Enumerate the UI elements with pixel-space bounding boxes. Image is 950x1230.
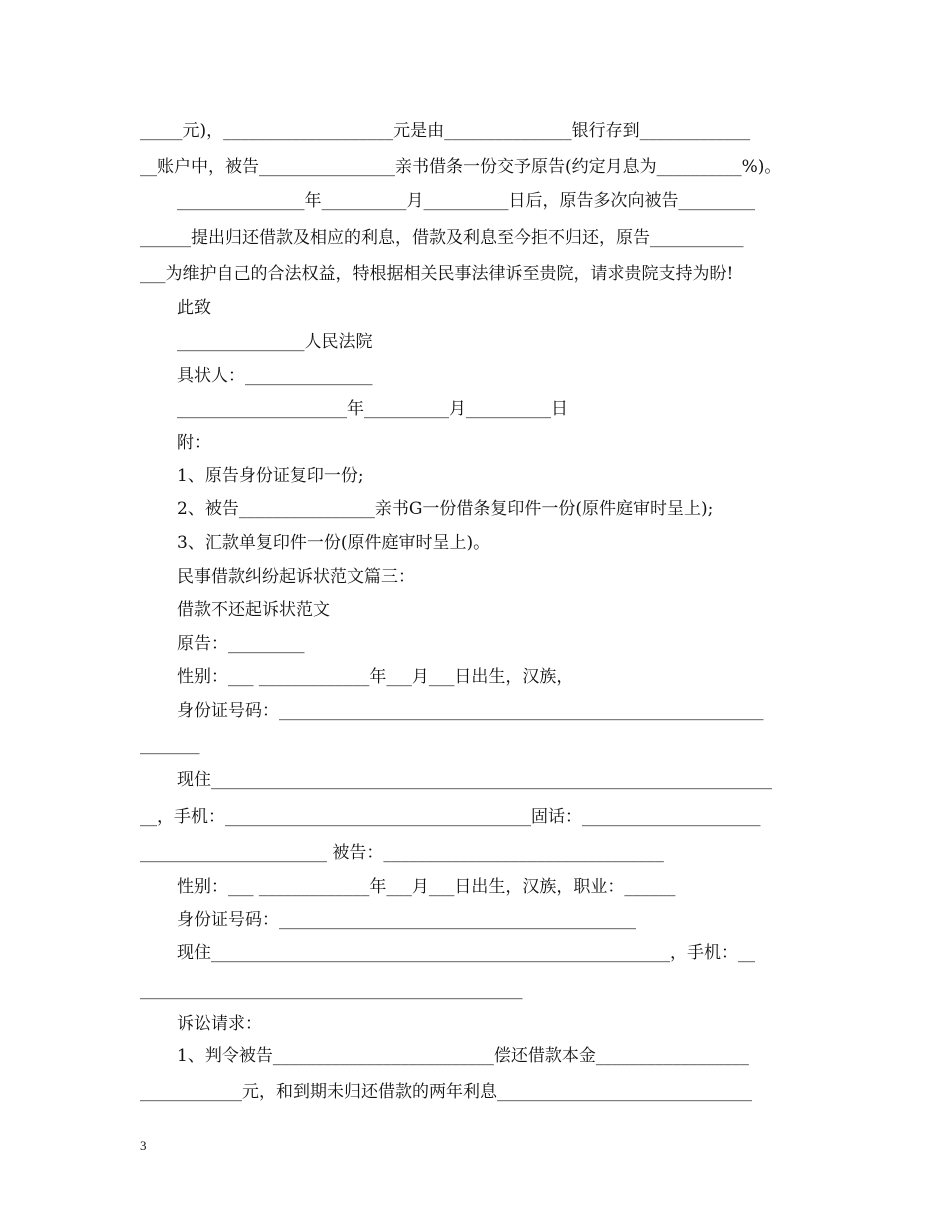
text-line: 身份证号码：__________________________________________ [177, 910, 636, 930]
text-line: 附： [177, 433, 211, 453]
text-line: ______提出归还借款及相应的利息，借款及利息至今拒不归还，原告___________ [140, 228, 744, 248]
page-number: 3 [140, 1138, 147, 1153]
text-line: 性别：___ _____________年___月___日出生，汉族， [177, 667, 574, 687]
text-line: 借款不还起诉状范文 [177, 600, 330, 620]
text-line: 1、原告身份证复印一份; [177, 466, 364, 486]
text-line: _____________________________________________ [140, 980, 523, 1000]
text-line: __账户中，被告________________亲书借条一份交予原告(约定月息为__________%)。 [140, 157, 782, 177]
text-line: 3、汇款单复印件一份(原件庭审时呈上)。 [177, 533, 491, 553]
text-line: __，手机：____________________________________固话：_____________________ [140, 807, 761, 827]
text-line: 身份证号码：_________________________________________________________ [177, 701, 764, 721]
text-line: _______________人民法院 [177, 332, 373, 352]
text-line: ___为维护自己的合法权益，特根据相关民事法律诉至贵院，请求贵院支持为盼! [140, 264, 734, 284]
text-line: _______________年__________月__________日后，原告多次向被告_________ [177, 191, 755, 211]
text-line: 2、被告________________亲书G一份借条复印件一份(原件庭审时呈上); [177, 499, 714, 519]
text-line: 民事借款纠纷起诉状范文篇三： [177, 567, 415, 587]
text-line: _______ [140, 735, 200, 755]
text-line: 性别：___ _____________年___月___日出生，汉族，职业：______ [177, 877, 676, 897]
text-line: 诉讼请求： [177, 1014, 262, 1034]
text-line: 1、判令被告__________________________偿还借款本金__________________ [177, 1046, 749, 1066]
text-line: 具状人：_______________ [177, 366, 373, 386]
text-line: ______________________ 被告：_________________________________ [140, 843, 664, 863]
text-line: 原告：_________ [177, 634, 305, 654]
text-line: ____________________年__________月__________日 [177, 399, 568, 419]
text-line: ____________元，和到期未归还借款的两年利息______________________________ [140, 1082, 752, 1102]
text-line: _____元)，____________________元是由_______________银行存到_____________ [140, 121, 751, 141]
text-line: 此致 [177, 298, 211, 318]
text-line: 现住__________________________________________________________________ [177, 770, 772, 790]
text-line: 现住______________________________________________________，手机：__ [177, 943, 755, 963]
